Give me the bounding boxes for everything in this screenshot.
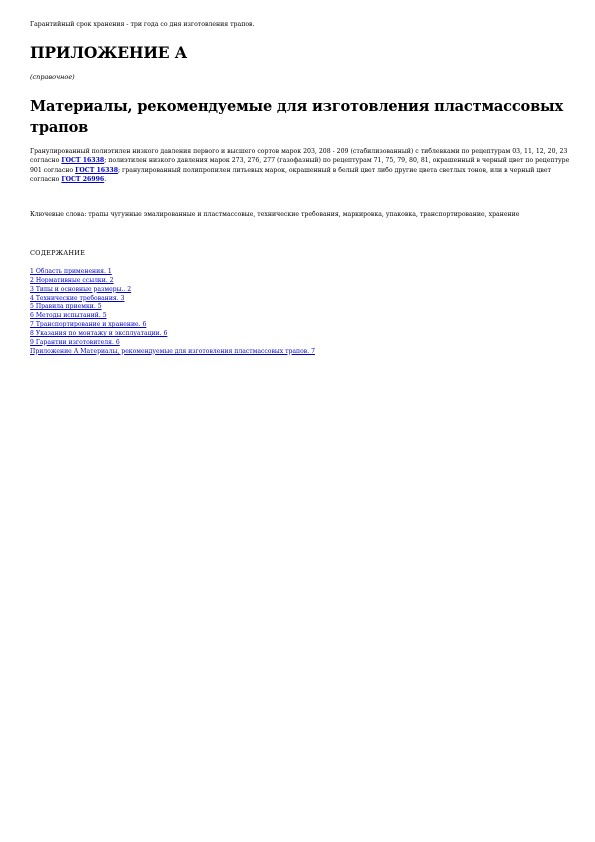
appendix-note: (справочное) [30,73,75,81]
toc-heading: СОДЕРЖАНИЕ [30,249,86,257]
materials-text-part: Гранулированный полиэтилен низкого давления первого и высшего сортов марок 203, 208 - 209 (стабилизованный) с тиблевками по рецептурам 03, 11, 12, 20, 23 согласно [30,148,568,165]
toc-link-test-methods[interactable]: 6 Методы испытаний. 5 [30,312,107,320]
toc-link-transport-storage[interactable]: 7 Транспортирование и хранение. 6 [30,321,147,329]
appendix-title: ПРИЛОЖЕНИЕ А [30,43,188,62]
toc-link-acceptance-rules[interactable]: 5 Правила приемки. 5 [30,303,102,311]
toc-item [30,330,315,339]
keywords-text: Ключевые слова: трапы чугунные эмалированные и пластмассовые, технические требования, маркировка, упаковка, транспортирование, хранение [30,211,520,218]
toc-item [30,286,315,295]
gost-16338-link[interactable]: ГОСТ 16338 [75,166,118,174]
toc-item [30,339,315,348]
toc-link-technical-requirements[interactable]: 4 Технические требования. 3 [30,294,125,302]
toc-link-warranty[interactable]: 9 Гарантии изготовителя. 6 [30,338,120,346]
toc-link-types-sizes[interactable]: 3 Типы и основные размеры.. 2 [30,285,132,293]
gost-26996-link[interactable]: ГОСТ 26996 [61,176,105,184]
toc-item [30,321,315,330]
toc-item [30,303,315,312]
toc-link-appendix-a[interactable]: Приложение А Материалы, рекомендуемые для изготовления пластмассовых трапов. 7 [30,347,315,355]
toc-link-normative-references[interactable]: 2 Нормативные ссылки. 2 [30,276,114,284]
warranty-text: Гарантийный срок хранения - три года со дня изготовления трапов. [30,21,255,28]
table-of-contents [30,268,315,356]
toc-item [30,295,315,304]
materials-text-part: ; гранулированный полипропилен литьевых марок, окрашенный в белый цвет либо другие цвета светлых тонов, или в черный цвет согласно [30,166,551,184]
toc-item [30,312,315,321]
toc-link-scope[interactable]: 1 Область применения. 1 [30,268,112,275]
toc-link-installation[interactable]: 8 Указания по монтажу и эксплуатации. 6 [30,329,168,337]
toc-item [30,348,315,357]
materials-heading: Материалы, рекомендуемые для изготовления пластмассовых трапов [30,98,563,136]
toc-item [30,277,315,286]
gost-16338-link[interactable]: ГОСТ 16338 [61,157,105,165]
materials-paragraph [30,147,570,185]
toc-item [30,268,315,277]
materials-text-part: ; полиэтилен низкого давления марок 273, 276, 277 (газофазный) по рецептурам 71, 75, 79, 80, 81, окрашенный в черный цвет по рецептуре 901 согласно [30,157,570,174]
materials-text-part: . [104,176,107,184]
